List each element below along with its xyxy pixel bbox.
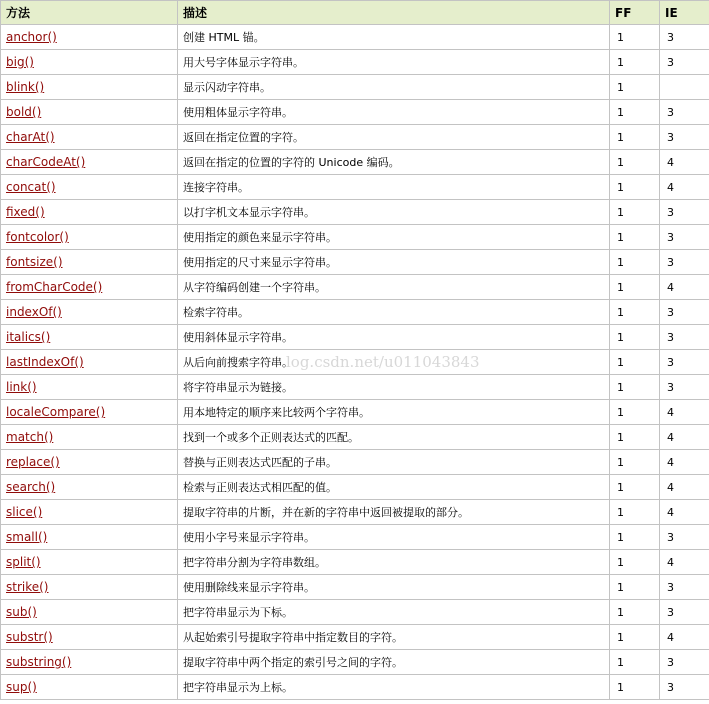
method-cell (1, 575, 178, 600)
table-row (1, 375, 709, 400)
description-cell: 使用指定的颜色来显示字符串。 (178, 225, 610, 250)
ie-version-cell (660, 75, 709, 100)
table-row (1, 675, 709, 700)
ie-version-cell: 4 (660, 500, 709, 525)
method-link[interactable]: bold() (6, 105, 42, 119)
description-cell: 用本地特定的顺序来比较两个字符串。 (178, 400, 610, 425)
ie-version-cell: 3 (660, 100, 709, 125)
table-row (1, 225, 709, 250)
table-row (1, 250, 709, 275)
method-cell (1, 50, 178, 75)
method-link[interactable]: sup() (6, 680, 37, 694)
ie-version-cell: 4 (660, 400, 709, 425)
method-cell (1, 100, 178, 125)
ff-version-cell: 1 (610, 375, 660, 400)
method-link[interactable]: replace() (6, 455, 60, 469)
description-cell: 使用指定的尺寸来显示字符串。 (178, 250, 610, 275)
ie-version-cell: 3 (660, 350, 709, 375)
ie-version-cell: 4 (660, 425, 709, 450)
description-cell: 从起始索引号提取字符串中指定数目的字符。 (178, 625, 610, 650)
header-ie: IE (660, 1, 709, 25)
ff-version-cell: 1 (610, 475, 660, 500)
method-cell (1, 25, 178, 50)
ff-version-cell: 1 (610, 450, 660, 475)
method-link[interactable]: split() (6, 555, 41, 569)
table-row (1, 450, 709, 475)
method-link[interactable]: anchor() (6, 30, 57, 44)
method-link[interactable]: localeCompare() (6, 405, 106, 419)
ie-version-cell: 3 (660, 600, 709, 625)
table-header (1, 1, 709, 25)
method-link[interactable]: match() (6, 430, 54, 444)
table-row (1, 275, 709, 300)
ff-version-cell: 1 (610, 600, 660, 625)
ie-version-cell: 4 (660, 150, 709, 175)
method-cell (1, 625, 178, 650)
method-cell (1, 250, 178, 275)
method-cell (1, 650, 178, 675)
table-row (1, 50, 709, 75)
ff-version-cell: 1 (610, 325, 660, 350)
table-row (1, 600, 709, 625)
method-link[interactable]: indexOf() (6, 305, 62, 319)
description-cell: 使用粗体显示字符串。 (178, 100, 610, 125)
table-row (1, 175, 709, 200)
method-cell (1, 525, 178, 550)
table-row (1, 25, 709, 50)
method-cell (1, 375, 178, 400)
table-row (1, 125, 709, 150)
method-link[interactable]: small() (6, 530, 48, 544)
header-description: 描述 (178, 1, 610, 25)
description-cell: 从字符编码创建一个字符串。 (178, 275, 610, 300)
ff-version-cell: 1 (610, 350, 660, 375)
description-cell: 返回在指定位置的字符。 (178, 125, 610, 150)
method-cell (1, 200, 178, 225)
table-row (1, 200, 709, 225)
description-cell: 使用删除线来显示字符串。 (178, 575, 610, 600)
method-cell (1, 275, 178, 300)
method-link[interactable]: substring() (6, 655, 72, 669)
method-cell (1, 325, 178, 350)
description-cell: 替换与正则表达式匹配的子串。 (178, 450, 610, 475)
ff-version-cell: 1 (610, 625, 660, 650)
method-link[interactable]: search() (6, 480, 56, 494)
description-cell: 用大号字体显示字符串。 (178, 50, 610, 75)
method-cell (1, 350, 178, 375)
method-link[interactable]: fontsize() (6, 255, 63, 269)
method-cell (1, 300, 178, 325)
table-row (1, 100, 709, 125)
table-body (1, 25, 709, 700)
ie-version-cell: 3 (660, 225, 709, 250)
method-cell (1, 150, 178, 175)
method-link[interactable]: big() (6, 55, 34, 69)
method-cell (1, 550, 178, 575)
description-cell: 检索与正则表达式相匹配的值。 (178, 475, 610, 500)
table-row (1, 400, 709, 425)
ie-version-cell: 3 (660, 25, 709, 50)
method-link[interactable]: concat() (6, 180, 56, 194)
ff-version-cell: 1 (610, 50, 660, 75)
ie-version-cell: 4 (660, 550, 709, 575)
method-link[interactable]: fixed() (6, 205, 45, 219)
method-link[interactable]: charCodeAt() (6, 155, 86, 169)
ff-version-cell: 1 (610, 225, 660, 250)
description-cell: 把字符串分割为字符串数组。 (178, 550, 610, 575)
ie-version-cell: 3 (660, 575, 709, 600)
description-cell: 使用斜体显示字符串。 (178, 325, 610, 350)
method-link[interactable]: italics() (6, 330, 51, 344)
ie-version-cell: 3 (660, 675, 709, 700)
description-cell: 连接字符串。 (178, 175, 610, 200)
method-link[interactable]: charAt() (6, 130, 55, 144)
method-cell (1, 500, 178, 525)
description-cell: 提取字符串中两个指定的索引号之间的字符。 (178, 650, 610, 675)
ff-version-cell: 1 (610, 500, 660, 525)
method-cell (1, 75, 178, 100)
watermark: log.csdn.net/u011043843 (286, 353, 480, 371)
ie-version-cell: 3 (660, 50, 709, 75)
header-method: 方法 (1, 1, 178, 25)
header-row (1, 1, 709, 25)
ie-version-cell: 3 (660, 250, 709, 275)
method-link[interactable]: sub() (6, 605, 37, 619)
description-cell: 将字符串显示为链接。 (178, 375, 610, 400)
table-row (1, 575, 709, 600)
ie-version-cell: 4 (660, 175, 709, 200)
table-row (1, 425, 709, 450)
description-cell: 找到一个或多个正则表达式的匹配。 (178, 425, 610, 450)
method-cell (1, 175, 178, 200)
ff-version-cell: 1 (610, 150, 660, 175)
ff-version-cell: 1 (610, 200, 660, 225)
method-link[interactable]: lastIndexOf() (6, 355, 84, 369)
header-ff: FF (610, 1, 660, 25)
description-cell: 检索字符串。 (178, 300, 610, 325)
description-cell: 返回在指定的位置的字符的 Unicode 编码。 (178, 150, 610, 175)
method-cell (1, 400, 178, 425)
description-cell: 提取字符串的片断，并在新的字符串中返回被提取的部分。 (178, 500, 610, 525)
table-row (1, 475, 709, 500)
ff-version-cell: 1 (610, 250, 660, 275)
ff-version-cell: 1 (610, 175, 660, 200)
table-row (1, 550, 709, 575)
ie-version-cell: 3 (660, 325, 709, 350)
ie-version-cell: 3 (660, 200, 709, 225)
table-row (1, 75, 709, 100)
method-link[interactable]: fromCharCode() (6, 280, 103, 294)
method-link[interactable]: slice() (6, 505, 43, 519)
method-link[interactable]: fontcolor() (6, 230, 69, 244)
ff-version-cell: 1 (610, 300, 660, 325)
ff-version-cell: 1 (610, 650, 660, 675)
method-cell (1, 675, 178, 700)
method-link[interactable]: link() (6, 380, 37, 394)
ff-version-cell: 1 (610, 400, 660, 425)
method-link[interactable]: strike() (6, 580, 49, 594)
table-row (1, 325, 709, 350)
ie-version-cell: 3 (660, 525, 709, 550)
ff-version-cell: 1 (610, 25, 660, 50)
table-row (1, 300, 709, 325)
method-cell (1, 450, 178, 475)
table-row (1, 525, 709, 550)
ie-version-cell: 4 (660, 275, 709, 300)
description-cell: 使用小字号来显示字符串。 (178, 525, 610, 550)
description-cell: 以打字机文本显示字符串。 (178, 200, 610, 225)
ff-version-cell: 1 (610, 275, 660, 300)
ie-version-cell: 4 (660, 475, 709, 500)
ie-version-cell: 4 (660, 450, 709, 475)
ie-version-cell: 3 (660, 300, 709, 325)
description-cell: 从后向前搜索字符串。 (178, 350, 610, 375)
table-row (1, 625, 709, 650)
ff-version-cell: 1 (610, 675, 660, 700)
table-row (1, 650, 709, 675)
description-cell: 创建 HTML 锚。 (178, 25, 610, 50)
ff-version-cell: 1 (610, 525, 660, 550)
method-link[interactable]: blink() (6, 80, 45, 94)
ie-version-cell: 4 (660, 625, 709, 650)
method-cell (1, 425, 178, 450)
ff-version-cell: 1 (610, 100, 660, 125)
ff-version-cell: 1 (610, 75, 660, 100)
ie-version-cell: 3 (660, 650, 709, 675)
description-cell: 把字符串显示为下标。 (178, 600, 610, 625)
method-cell (1, 225, 178, 250)
method-cell (1, 125, 178, 150)
table-row (1, 500, 709, 525)
ff-version-cell: 1 (610, 125, 660, 150)
method-link[interactable]: substr() (6, 630, 53, 644)
ie-version-cell: 3 (660, 375, 709, 400)
description-cell: 把字符串显示为上标。 (178, 675, 610, 700)
description-cell: 显示闪动字符串。 (178, 75, 610, 100)
table-row (1, 150, 709, 175)
ff-version-cell: 1 (610, 575, 660, 600)
method-cell (1, 475, 178, 500)
table-row (1, 350, 709, 375)
ff-version-cell: 1 (610, 550, 660, 575)
ff-version-cell: 1 (610, 425, 660, 450)
method-cell (1, 600, 178, 625)
ie-version-cell: 3 (660, 125, 709, 150)
